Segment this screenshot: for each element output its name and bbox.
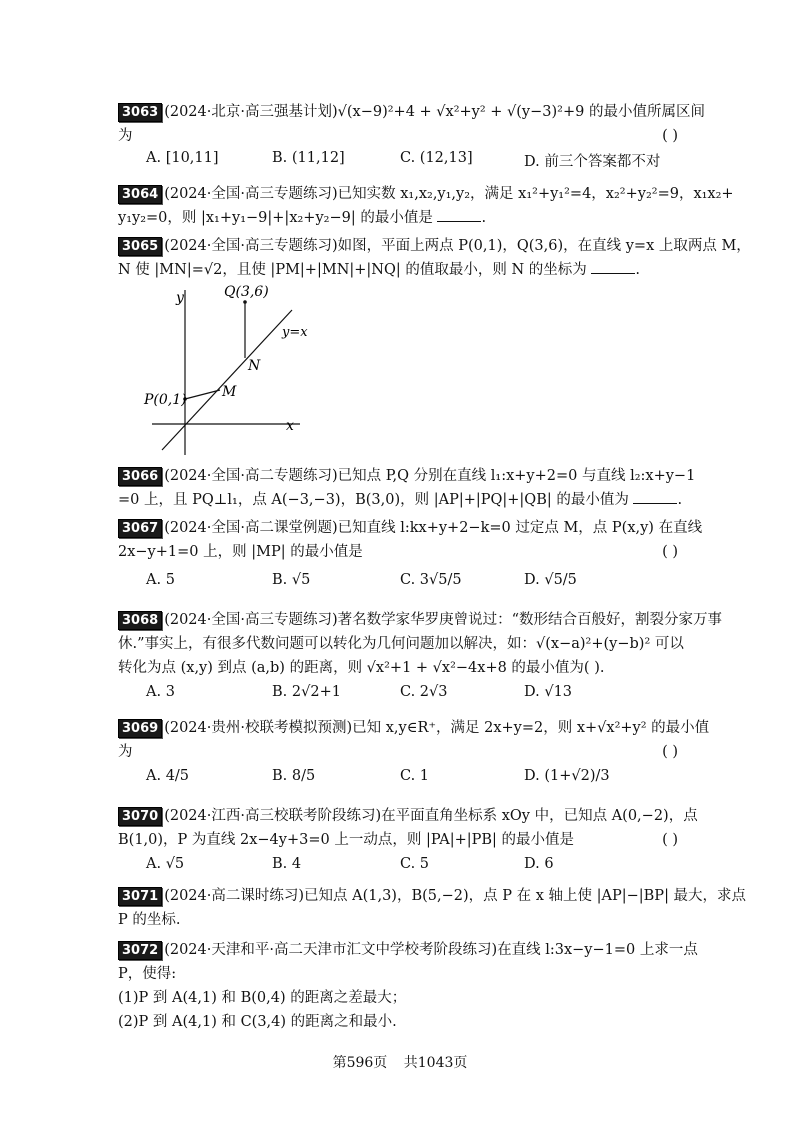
question-number: 3067 bbox=[118, 519, 162, 538]
question-text: P 的坐标. bbox=[118, 912, 181, 928]
option-d: D. (1+√2)/3 bbox=[524, 768, 610, 784]
line-y-eq-x bbox=[162, 310, 292, 450]
option-b: B. 8/5 bbox=[272, 768, 316, 784]
answer-paren: ( ) bbox=[662, 744, 678, 760]
question-3067 bbox=[118, 516, 703, 564]
question-number: 3063 bbox=[118, 103, 162, 122]
segment-pm bbox=[185, 390, 220, 399]
x-axis-label: x bbox=[286, 418, 294, 434]
option-b: B. √5 bbox=[272, 572, 311, 588]
option-c: C. 5 bbox=[400, 856, 430, 872]
point-n-label: N bbox=[248, 358, 261, 374]
question-text: (2024·江西·高三校联考阶段练习)在平面直角坐标系 xOy 中，已知点 A(0,−2)，点 bbox=[164, 808, 698, 824]
question-number: 3071 bbox=[118, 887, 162, 906]
option-d: D. 前三个答案都不对 bbox=[524, 154, 661, 170]
option-d: D. √13 bbox=[524, 684, 573, 700]
question-text: (2024·全国·高三专题练习)已知实数 x₁,x₂,y₁,y₂，满足 x₁²+y₁²=4，x₂²+y₂²=9，x₁x₂+ bbox=[164, 186, 734, 202]
option-c: C. (12,13] bbox=[400, 150, 473, 166]
question-number: 3072 bbox=[118, 941, 162, 960]
option-c: C. 3√5/5 bbox=[400, 572, 462, 588]
period: . bbox=[481, 210, 487, 226]
question-text: y₁y₂=0，则 |x₁+y₁−9|+|x₂+y₂−9| 的最小值是 bbox=[118, 210, 433, 226]
option-a: A. 4/5 bbox=[146, 768, 190, 784]
question-text: (1)P 到 A(4,1) 和 B(0,4) 的距离之差最大； bbox=[118, 990, 407, 1006]
question-text: B(1,0)，P 为直线 2x−4y+3=0 上一动点，则 |PA|+|PB| 的最小值是 bbox=[118, 832, 575, 848]
question-number: 3065 bbox=[118, 237, 162, 256]
option-a: A. [10,11] bbox=[146, 150, 219, 166]
answer-blank bbox=[633, 489, 677, 504]
point-q-label: Q(3,6) bbox=[224, 284, 269, 300]
option-b: B. 4 bbox=[272, 856, 302, 872]
period: . bbox=[677, 492, 683, 508]
option-d: D. √5/5 bbox=[524, 572, 577, 588]
page-number: 第596页 bbox=[332, 1055, 388, 1071]
option-c: C. 1 bbox=[400, 768, 430, 784]
question-number: 3069 bbox=[118, 719, 162, 738]
question-text: 为 bbox=[118, 128, 133, 144]
line-label: y=x bbox=[282, 325, 308, 340]
period: . bbox=[635, 262, 640, 278]
question-text: N 使 |MN|=√2，且使 |PM|+|MN|+|NQ| 的值取最小，则 N 的坐标为 bbox=[118, 262, 587, 278]
option-a: A. 5 bbox=[146, 572, 175, 588]
option-b: B. 2√2+1 bbox=[272, 684, 341, 700]
answer-paren: ( ) bbox=[662, 832, 678, 848]
question-text: (2024·北京·高三强基计划)√(x−9)²+4 + √x²+y² + √(y−3)²+9 的最小值所属区间 bbox=[164, 104, 705, 120]
question-number: 3066 bbox=[118, 467, 162, 486]
question-text: (2024·全国·高三专题练习)如图，平面上两点 P(0,1)，Q(3,6)，在直线 y=x 上取两点 M， bbox=[164, 238, 751, 254]
option-a: A. 3 bbox=[146, 684, 175, 700]
answer-paren: ( ) bbox=[662, 544, 678, 560]
question-text: (2024·全国·高二课堂例题)已知直线 l:kx+y+2−k=0 过定点 M，点 P(x,y) 在直线 bbox=[164, 520, 703, 536]
question-text: =0 上，且 PQ⊥l₁，点 A(−3,−3)，B(3,0)，则 |AP|+|PQ|+|QB| 的最小值为 bbox=[118, 492, 629, 508]
question-text: 2x−y+1=0 上，则 |MP| 的最小值是 bbox=[118, 544, 363, 560]
question-3069 bbox=[118, 716, 710, 764]
question-text: 为 bbox=[118, 744, 133, 760]
answer-blank bbox=[437, 207, 481, 222]
question-3071 bbox=[118, 884, 747, 932]
question-3066 bbox=[118, 464, 696, 512]
question-text: 休.”事实上，有很多代数问题可以转化为几何问题加以解决，如：√(x−a)²+(y−b)² 可以 bbox=[118, 636, 684, 652]
question-number: 3068 bbox=[118, 611, 162, 630]
question-text: (2024·高二课时练习)已知点 A(1,3)，B(5,−2)，点 P 在 x 轴上使 |AP|−|BP| 最大，求点 bbox=[164, 888, 747, 904]
option-d: D. 6 bbox=[524, 856, 554, 872]
question-text: (2024·全国·高二专题练习)已知点 P,Q 分别在直线 l₁:x+y+2=0 与直线 l₂:x+y−1 bbox=[164, 468, 696, 484]
option-b: B. (11,12] bbox=[272, 150, 345, 166]
point-m-label: M bbox=[222, 384, 237, 400]
question-text: (2024·全国·高三专题练习)著名数学家华罗庚曾说过：“数形结合百般好，割裂分家万事 bbox=[164, 612, 723, 628]
point-q bbox=[243, 300, 247, 304]
page-footer bbox=[0, 1052, 800, 1072]
answer-paren: ( ) bbox=[662, 128, 678, 144]
page-total: 共1043页 bbox=[403, 1055, 468, 1071]
y-axis-label: y bbox=[176, 290, 184, 306]
question-text: (2024·贵州·校联考模拟预测)已知 x,y∈R⁺，满足 2x+y=2，则 x+√x²+y² 的最小值 bbox=[164, 720, 710, 736]
question-3063 bbox=[118, 100, 705, 148]
answer-blank bbox=[591, 259, 635, 274]
question-3072 bbox=[118, 938, 698, 1034]
option-c: C. 2√3 bbox=[400, 684, 448, 700]
question-text: (2)P 到 A(4,1) 和 C(3,4) 的距离之和最小. bbox=[118, 1014, 397, 1030]
coordinate-figure bbox=[140, 280, 320, 460]
question-text: P，使得: bbox=[118, 966, 177, 982]
question-number: 3064 bbox=[118, 185, 162, 204]
question-number: 3070 bbox=[118, 807, 162, 826]
option-a: A. √5 bbox=[146, 856, 185, 872]
question-text: 转化为点 (x,y) 到点 (a,b) 的距离，则 √x²+1 + √x²−4x+8 的最小值为( ). bbox=[118, 660, 605, 676]
question-text: (2024·天津和平·高二天津市汇文中学校考阶段练习)在直线 l:3x−y−1=0 上求一点 bbox=[164, 942, 698, 958]
question-3065 bbox=[118, 234, 751, 282]
question-3068 bbox=[118, 608, 723, 680]
question-3070 bbox=[118, 804, 698, 852]
point-p-label: P(0,1) bbox=[144, 392, 187, 408]
question-3064 bbox=[118, 182, 734, 230]
